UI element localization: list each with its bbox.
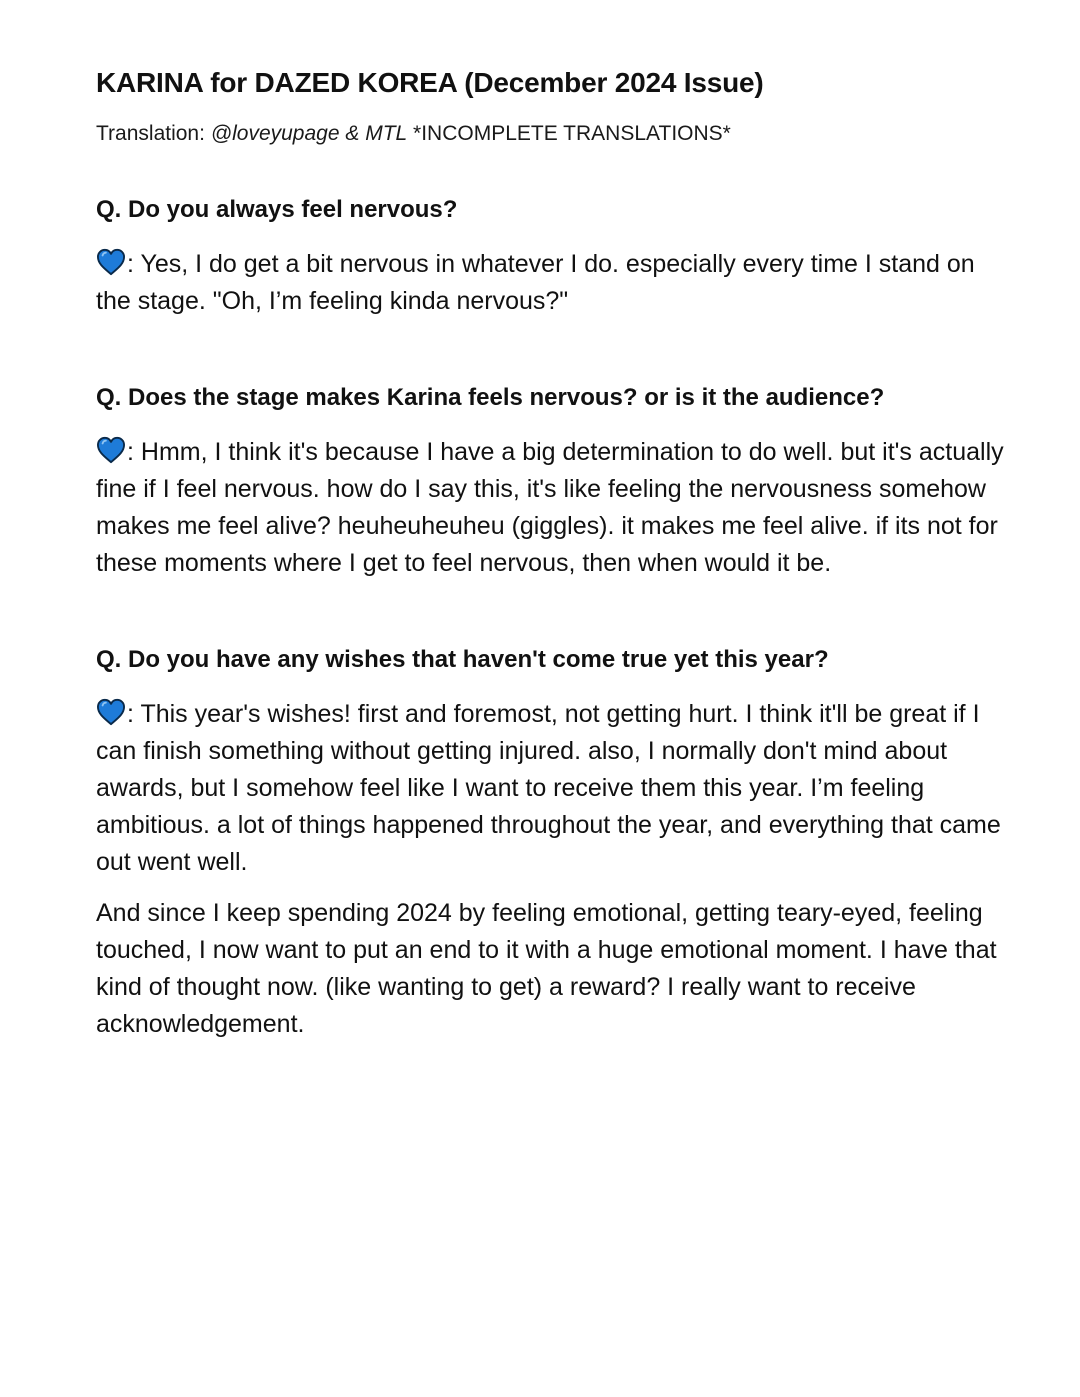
answer-1-text: : Yes, I do get a bit nervous in whatever I do. especially every time I stand on the stage. "Oh, I’m feeling kinda nervous?": [96, 250, 975, 315]
qa-item-2: [96, 382, 1016, 582]
answer-3-continued: And since I keep spending 2024 by feeling emotional, getting teary-eyed, feeling touched, I now want to put an end to it with a huge emotional moment. I have that kind of thought now. (like wanting to get) a reward? I really want to receive acknowledgement.: [96, 899, 997, 1038]
answer-1: [96, 246, 1016, 320]
answer-3: [96, 696, 1016, 881]
question-3: Q. Do you have any wishes that haven't come true yet this year?: [96, 646, 829, 673]
document-page: [96, 64, 1016, 1043]
answer-3-text: : This year's wishes! first and foremost, not getting hurt. I think it'll be great if I can finish something without getting injured. also, I normally don't mind about awards, but I somehow feel like I want to receive them this year. I’m feeling ambitious. a lot of things happened throughout the year, and everything that came out went well.: [96, 700, 1001, 876]
credit-handle: @loveyupage & MTL: [210, 122, 408, 145]
credit-note: *INCOMPLETE TRANSLATIONS*: [407, 122, 731, 145]
qa-item-3: [96, 644, 1016, 1043]
blue-heart-icon: [96, 436, 126, 464]
answer-2: [96, 434, 1016, 582]
question-1: Q. Do you always feel nervous?: [96, 196, 458, 223]
page-title: KARINA for DAZED KOREA (December 2024 Issue): [96, 67, 764, 98]
credit-prefix: Translation:: [96, 122, 211, 145]
answer-2-text: : Hmm, I think it's because I have a big determination to do well. but it's actually fine if I feel nervous. how do I say this, it's like feeling the nervousness somehow makes me feel alive? heuheuheuheu (giggles). it makes me feel alive. if its not for these moments where I get to feel nervous, then when would it be.: [96, 438, 1004, 577]
translation-credit: [96, 120, 1016, 148]
blue-heart-icon: [96, 248, 126, 276]
blue-heart-icon: [96, 698, 126, 726]
qa-item-1: [96, 194, 1016, 320]
question-2: Q. Does the stage makes Karina feels nervous? or is it the audience?: [96, 384, 885, 411]
